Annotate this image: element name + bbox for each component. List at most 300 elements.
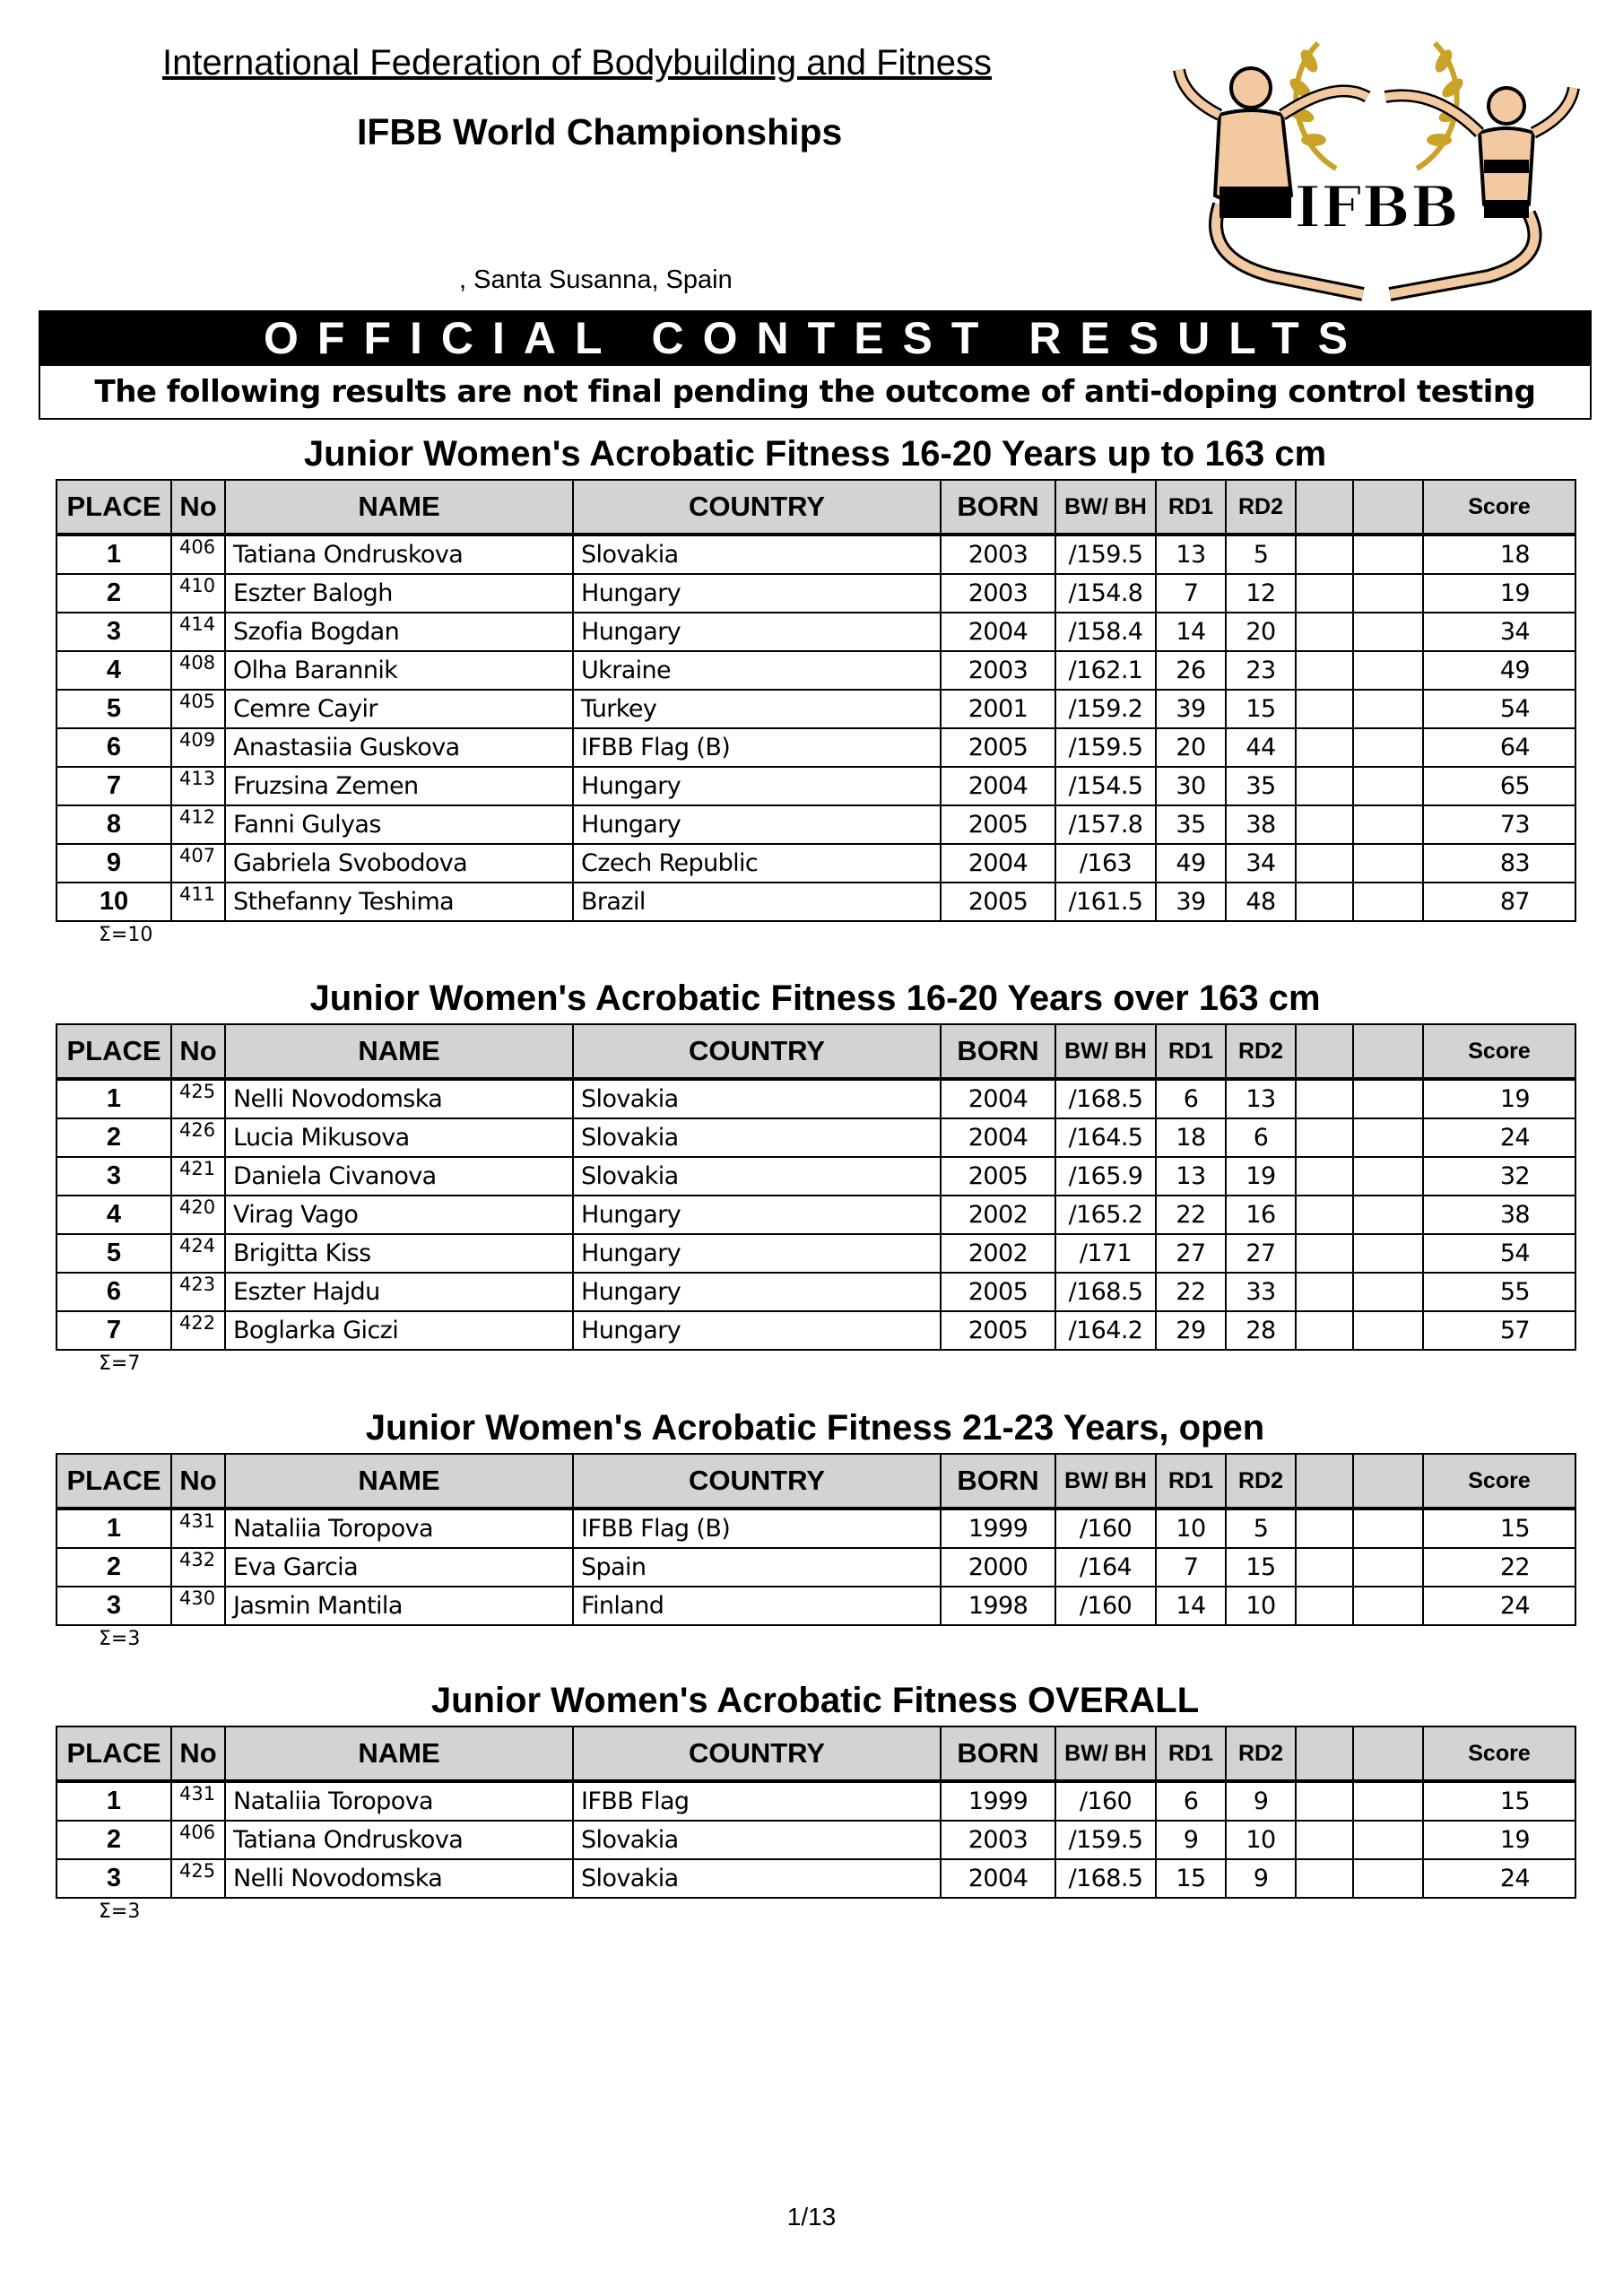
cell-empty xyxy=(1296,574,1353,613)
cell-empty xyxy=(1296,1273,1353,1311)
cell-no: 430 xyxy=(171,1587,225,1625)
page-number: 1/13 xyxy=(786,2203,837,2231)
cell-place: 1 xyxy=(56,535,171,574)
cell-place: 4 xyxy=(56,651,171,690)
cell-born: 2005 xyxy=(941,728,1055,767)
cell-place: 7 xyxy=(56,1311,171,1350)
cell-name: Nelli Novodomska xyxy=(225,1859,573,1898)
cell-rd2: 27 xyxy=(1226,1234,1296,1273)
cell-no: 411 xyxy=(171,883,225,921)
column-header: BORN xyxy=(941,480,1055,535)
entry-count: Σ=3 xyxy=(99,1628,141,1650)
column-header: RD2 xyxy=(1226,1454,1296,1509)
table-row xyxy=(56,1196,1575,1234)
cell-name: Tatiana Ondruskova xyxy=(225,1821,573,1859)
cell-rd1: 7 xyxy=(1156,574,1226,613)
cell-no: 406 xyxy=(171,1821,225,1859)
cell-name: Eszter Balogh xyxy=(225,574,573,613)
cell-score: 18 xyxy=(1423,535,1575,574)
cell-score: 22 xyxy=(1423,1548,1575,1587)
cell-born: 2005 xyxy=(941,1273,1055,1311)
table-row xyxy=(56,1781,1575,1821)
column-header: PLACE xyxy=(56,480,171,535)
cell-rd2: 9 xyxy=(1226,1859,1296,1898)
results-table xyxy=(56,1453,1576,1626)
cell-born: 1998 xyxy=(941,1587,1055,1625)
cell-empty xyxy=(1296,613,1353,651)
cell-no: 425 xyxy=(171,1859,225,1898)
cell-name: Nataliia Toropova xyxy=(225,1781,573,1821)
cell-born: 2004 xyxy=(941,844,1055,883)
column-header: COUNTRY xyxy=(573,1726,941,1781)
cell-place: 2 xyxy=(56,1118,171,1157)
column-header: COUNTRY xyxy=(573,1454,941,1509)
cell-name: Eva Garcia xyxy=(225,1548,573,1587)
cell-empty xyxy=(1353,1157,1423,1196)
cell-country: Brazil xyxy=(573,883,941,921)
results-table xyxy=(56,1023,1576,1351)
results-section xyxy=(56,1675,1575,1926)
cell-country: Ukraine xyxy=(573,651,941,690)
column-header: NAME xyxy=(225,1454,573,1509)
cell-place: 7 xyxy=(56,767,171,805)
table-row xyxy=(56,690,1575,728)
cell-empty xyxy=(1353,1118,1423,1157)
cell-empty xyxy=(1353,535,1423,574)
category-title: Junior Women's Acrobatic Fitness 21-23 Years, open xyxy=(365,1408,1265,1448)
cell-bw: /164.2 xyxy=(1055,1311,1156,1350)
cell-bw: /154.5 xyxy=(1055,767,1156,805)
cell-rd2: 38 xyxy=(1226,805,1296,844)
cell-empty xyxy=(1296,1821,1353,1859)
cell-rd2: 44 xyxy=(1226,728,1296,767)
column-header: No xyxy=(171,480,225,535)
table-row xyxy=(56,767,1575,805)
column-header: Score xyxy=(1423,1726,1575,1781)
cell-place: 3 xyxy=(56,613,171,651)
column-header: No xyxy=(171,1024,225,1079)
column-header: RD2 xyxy=(1226,1024,1296,1079)
cell-name: Eszter Hajdu xyxy=(225,1273,573,1311)
cell-country: Slovakia xyxy=(573,1859,941,1898)
cell-empty xyxy=(1353,1587,1423,1625)
cell-country: IFBB Flag (B) xyxy=(573,1509,941,1548)
cell-no: 414 xyxy=(171,613,225,651)
cell-place: 2 xyxy=(56,1548,171,1587)
cell-empty xyxy=(1296,1509,1353,1548)
cell-rd2: 35 xyxy=(1226,767,1296,805)
cell-name: Gabriela Svobodova xyxy=(225,844,573,883)
cell-empty xyxy=(1296,651,1353,690)
cell-rd1: 29 xyxy=(1156,1311,1226,1350)
results-table xyxy=(56,479,1576,922)
logo-text: IFBB xyxy=(1294,174,1459,241)
cell-score: 73 xyxy=(1423,805,1575,844)
results-section xyxy=(56,429,1575,949)
cell-born: 2003 xyxy=(941,535,1055,574)
cell-country: Spain xyxy=(573,1548,941,1587)
cell-empty xyxy=(1353,767,1423,805)
cell-no: 408 xyxy=(171,651,225,690)
cell-bw: /168.5 xyxy=(1055,1273,1156,1311)
column-header xyxy=(1353,1454,1423,1509)
table-header-row xyxy=(56,1726,1575,1781)
cell-country: Hungary xyxy=(573,1273,941,1311)
entry-count: Σ=3 xyxy=(99,1900,141,1923)
cell-bw: /163 xyxy=(1055,844,1156,883)
cell-bw: /164 xyxy=(1055,1548,1156,1587)
cell-rd2: 16 xyxy=(1226,1196,1296,1234)
category-title: Junior Women's Acrobatic Fitness 16-20 Years up to 163 cm xyxy=(303,434,1327,474)
cell-empty xyxy=(1353,1234,1423,1273)
cell-born: 2002 xyxy=(941,1234,1055,1273)
table-row xyxy=(56,1821,1575,1859)
cell-empty xyxy=(1353,1311,1423,1350)
entry-count: Σ=7 xyxy=(99,1352,141,1375)
cell-rd2: 20 xyxy=(1226,613,1296,651)
cell-born: 2003 xyxy=(941,651,1055,690)
cell-score: 19 xyxy=(1423,574,1575,613)
cell-score: 24 xyxy=(1423,1587,1575,1625)
cell-rd1: 10 xyxy=(1156,1509,1226,1548)
cell-no: 410 xyxy=(171,574,225,613)
cell-empty xyxy=(1353,690,1423,728)
cell-bw: /165.9 xyxy=(1055,1157,1156,1196)
cell-empty xyxy=(1353,844,1423,883)
cell-country: Hungary xyxy=(573,805,941,844)
cell-empty xyxy=(1296,767,1353,805)
cell-score: 34 xyxy=(1423,613,1575,651)
cell-place: 1 xyxy=(56,1781,171,1821)
cell-rd1: 27 xyxy=(1156,1234,1226,1273)
table-row xyxy=(56,613,1575,651)
cell-empty xyxy=(1353,728,1423,767)
cell-no: 424 xyxy=(171,1234,225,1273)
cell-country: Hungary xyxy=(573,613,941,651)
cell-place: 4 xyxy=(56,1196,171,1234)
cell-place: 2 xyxy=(56,1821,171,1859)
cell-score: 54 xyxy=(1423,690,1575,728)
cell-rd2: 5 xyxy=(1226,535,1296,574)
table-row xyxy=(56,651,1575,690)
cell-rd2: 19 xyxy=(1226,1157,1296,1196)
cell-rd1: 30 xyxy=(1156,767,1226,805)
cell-score: 57 xyxy=(1423,1311,1575,1350)
cell-no: 431 xyxy=(171,1781,225,1821)
cell-name: Boglarka Giczi xyxy=(225,1311,573,1350)
cell-name: Lucia Mikusova xyxy=(225,1118,573,1157)
cell-rd1: 35 xyxy=(1156,805,1226,844)
cell-rd1: 14 xyxy=(1156,613,1226,651)
table-row xyxy=(56,1548,1575,1587)
cell-rd1: 6 xyxy=(1156,1079,1226,1118)
column-header: PLACE xyxy=(56,1726,171,1781)
cell-name: Tatiana Ondruskova xyxy=(225,535,573,574)
cell-name: Anastasiia Guskova xyxy=(225,728,573,767)
cell-name: Virag Vago xyxy=(225,1196,573,1234)
cell-name: Szofia Bogdan xyxy=(225,613,573,651)
cell-no: 432 xyxy=(171,1548,225,1587)
cell-bw: /162.1 xyxy=(1055,651,1156,690)
table-row xyxy=(56,883,1575,921)
cell-name: Daniela Civanova xyxy=(225,1157,573,1196)
cell-born: 2005 xyxy=(941,883,1055,921)
cell-place: 5 xyxy=(56,1234,171,1273)
column-header: RD1 xyxy=(1156,480,1226,535)
cell-score: 15 xyxy=(1423,1509,1575,1548)
cell-empty xyxy=(1353,1781,1423,1821)
cell-rd1: 18 xyxy=(1156,1118,1226,1157)
event-location: , Santa Susanna, Spain xyxy=(459,265,733,294)
table-row xyxy=(56,1273,1575,1311)
cell-score: 65 xyxy=(1423,767,1575,805)
cell-place: 1 xyxy=(56,1079,171,1118)
cell-bw: /158.4 xyxy=(1055,613,1156,651)
cell-rd2: 10 xyxy=(1226,1821,1296,1859)
cell-no: 425 xyxy=(171,1079,225,1118)
cell-rd1: 6 xyxy=(1156,1781,1226,1821)
cell-no: 426 xyxy=(171,1118,225,1157)
cell-rd1: 39 xyxy=(1156,883,1226,921)
table-row xyxy=(56,1859,1575,1898)
cell-no: 412 xyxy=(171,805,225,844)
column-header: RD2 xyxy=(1226,480,1296,535)
cell-rd1: 14 xyxy=(1156,1587,1226,1625)
cell-born: 1999 xyxy=(941,1781,1055,1821)
official-results-banner: OFFICIAL CONTEST RESULTS xyxy=(39,310,1592,366)
cell-place: 5 xyxy=(56,690,171,728)
column-header: BW/ BH xyxy=(1055,1726,1156,1781)
entry-count: Σ=10 xyxy=(99,924,153,946)
cell-empty xyxy=(1353,1548,1423,1587)
column-header: PLACE xyxy=(56,1454,171,1509)
cell-born: 2000 xyxy=(941,1548,1055,1587)
cell-born: 1999 xyxy=(941,1509,1055,1548)
cell-bw: /157.8 xyxy=(1055,805,1156,844)
cell-empty xyxy=(1353,1079,1423,1118)
cell-born: 2004 xyxy=(941,613,1055,651)
category-title: Junior Women's Acrobatic Fitness OVERALL xyxy=(430,1681,1200,1720)
column-header: NAME xyxy=(225,1726,573,1781)
column-header: RD2 xyxy=(1226,1726,1296,1781)
column-header: BORN xyxy=(941,1726,1055,1781)
table-row xyxy=(56,1118,1575,1157)
table-row xyxy=(56,535,1575,574)
column-header: BW/ BH xyxy=(1055,480,1156,535)
cell-country: Slovakia xyxy=(573,1118,941,1157)
column-header xyxy=(1353,1024,1423,1079)
cell-name: Cemre Cayir xyxy=(225,690,573,728)
cell-no: 406 xyxy=(171,535,225,574)
cell-name: Brigitta Kiss xyxy=(225,1234,573,1273)
cell-country: Slovakia xyxy=(573,535,941,574)
cell-born: 2004 xyxy=(941,767,1055,805)
cell-place: 3 xyxy=(56,1859,171,1898)
cell-empty xyxy=(1353,574,1423,613)
cell-place: 1 xyxy=(56,1509,171,1548)
cell-name: Jasmin Mantila xyxy=(225,1587,573,1625)
column-header: RD1 xyxy=(1156,1024,1226,1079)
cell-bw: /161.5 xyxy=(1055,883,1156,921)
cell-score: 19 xyxy=(1423,1079,1575,1118)
cell-rd2: 15 xyxy=(1226,690,1296,728)
cell-rd1: 20 xyxy=(1156,728,1226,767)
cell-empty xyxy=(1353,805,1423,844)
table-row xyxy=(56,1234,1575,1273)
cell-bw: /168.5 xyxy=(1055,1859,1156,1898)
column-header xyxy=(1353,1726,1423,1781)
cell-place: 8 xyxy=(56,805,171,844)
cell-bw: /164.5 xyxy=(1055,1118,1156,1157)
table-row xyxy=(56,1079,1575,1118)
cell-bw: /168.5 xyxy=(1055,1079,1156,1118)
table-row xyxy=(56,728,1575,767)
cell-bw: /160 xyxy=(1055,1781,1156,1821)
table-row xyxy=(56,1509,1575,1548)
results-section xyxy=(56,1403,1575,1653)
cell-rd2: 23 xyxy=(1226,651,1296,690)
cell-rd1: 22 xyxy=(1156,1196,1226,1234)
cell-rd1: 9 xyxy=(1156,1821,1226,1859)
cell-empty xyxy=(1296,1157,1353,1196)
cell-empty xyxy=(1296,1859,1353,1898)
cell-born: 2004 xyxy=(941,1859,1055,1898)
cell-empty xyxy=(1296,1781,1353,1821)
cell-name: Sthefanny Teshima xyxy=(225,883,573,921)
cell-name: Olha Barannik xyxy=(225,651,573,690)
cell-no: 422 xyxy=(171,1311,225,1350)
cell-country: Turkey xyxy=(573,690,941,728)
cell-empty xyxy=(1296,844,1353,883)
cell-score: 24 xyxy=(1423,1118,1575,1157)
cell-score: 49 xyxy=(1423,651,1575,690)
cell-empty xyxy=(1296,1587,1353,1625)
cell-rd2: 48 xyxy=(1226,883,1296,921)
cell-empty xyxy=(1296,1196,1353,1234)
cell-name: Fanni Gulyas xyxy=(225,805,573,844)
cell-born: 2004 xyxy=(941,1118,1055,1157)
cell-no: 407 xyxy=(171,844,225,883)
column-header: RD1 xyxy=(1156,1726,1226,1781)
cell-no: 405 xyxy=(171,690,225,728)
column-header: No xyxy=(171,1454,225,1509)
cell-score: 19 xyxy=(1423,1821,1575,1859)
cell-empty xyxy=(1353,613,1423,651)
cell-country: Finland xyxy=(573,1587,941,1625)
cell-country: Hungary xyxy=(573,1311,941,1350)
championship-title: IFBB World Championships xyxy=(357,111,843,152)
column-header: Score xyxy=(1423,480,1575,535)
table-row xyxy=(56,844,1575,883)
cell-rd2: 12 xyxy=(1226,574,1296,613)
column-header xyxy=(1296,480,1353,535)
table-header-row xyxy=(56,480,1575,535)
column-header: No xyxy=(171,1726,225,1781)
cell-score: 87 xyxy=(1423,883,1575,921)
cell-born: 2002 xyxy=(941,1196,1055,1234)
cell-score: 55 xyxy=(1423,1273,1575,1311)
table-row xyxy=(56,1311,1575,1350)
cell-born: 2005 xyxy=(941,805,1055,844)
column-header: COUNTRY xyxy=(573,480,941,535)
cell-no: 420 xyxy=(171,1196,225,1234)
column-header xyxy=(1296,1454,1353,1509)
cell-empty xyxy=(1353,1859,1423,1898)
results-table xyxy=(56,1726,1576,1899)
category-title: Junior Women's Acrobatic Fitness 16-20 Years over 163 cm xyxy=(309,978,1321,1018)
cell-name: Nelli Novodomska xyxy=(225,1079,573,1118)
cell-score: 32 xyxy=(1423,1157,1575,1196)
cell-rd1: 13 xyxy=(1156,535,1226,574)
cell-empty xyxy=(1353,883,1423,921)
cell-place: 10 xyxy=(56,883,171,921)
cell-rd1: 7 xyxy=(1156,1548,1226,1587)
cell-empty xyxy=(1296,1548,1353,1587)
cell-country: IFBB Flag (B) xyxy=(573,728,941,767)
cell-score: 24 xyxy=(1423,1859,1575,1898)
column-header: BORN xyxy=(941,1024,1055,1079)
cell-rd1: 13 xyxy=(1156,1157,1226,1196)
ifbb-logo xyxy=(1166,25,1587,312)
cell-born: 2003 xyxy=(941,574,1055,613)
cell-place: 6 xyxy=(56,728,171,767)
cell-country: Slovakia xyxy=(573,1821,941,1859)
cell-place: 6 xyxy=(56,1273,171,1311)
cell-empty xyxy=(1353,1509,1423,1548)
cell-born: 2001 xyxy=(941,690,1055,728)
cell-bw: /159.2 xyxy=(1055,690,1156,728)
cell-bw: /171 xyxy=(1055,1234,1156,1273)
cell-empty xyxy=(1296,690,1353,728)
table-row xyxy=(56,1587,1575,1625)
cell-bw: /159.5 xyxy=(1055,535,1156,574)
cell-empty xyxy=(1296,728,1353,767)
cell-rd2: 10 xyxy=(1226,1587,1296,1625)
cell-empty xyxy=(1296,883,1353,921)
column-header: NAME xyxy=(225,1024,573,1079)
table-row xyxy=(56,1157,1575,1196)
cell-name: Nataliia Toropova xyxy=(225,1509,573,1548)
cell-rd1: 26 xyxy=(1156,651,1226,690)
cell-empty xyxy=(1296,535,1353,574)
cell-empty xyxy=(1296,1311,1353,1350)
cell-bw: /160 xyxy=(1055,1587,1156,1625)
column-header: NAME xyxy=(225,480,573,535)
column-header xyxy=(1296,1024,1353,1079)
anti-doping-notice: The following results are not final pending the outcome of anti-doping control testing xyxy=(39,366,1592,420)
cell-place: 3 xyxy=(56,1157,171,1196)
cell-country: Hungary xyxy=(573,767,941,805)
cell-bw: /159.5 xyxy=(1055,1821,1156,1859)
cell-bw: /165.2 xyxy=(1055,1196,1156,1234)
cell-no: 421 xyxy=(171,1157,225,1196)
cell-score: 15 xyxy=(1423,1781,1575,1821)
cell-bw: /159.5 xyxy=(1055,728,1156,767)
cell-rd1: 22 xyxy=(1156,1273,1226,1311)
cell-country: Czech Republic xyxy=(573,844,941,883)
cell-rd2: 9 xyxy=(1226,1781,1296,1821)
cell-bw: /154.8 xyxy=(1055,574,1156,613)
column-header: Score xyxy=(1423,1454,1575,1509)
cell-score: 54 xyxy=(1423,1234,1575,1273)
cell-country: IFBB Flag xyxy=(573,1781,941,1821)
cell-no: 413 xyxy=(171,767,225,805)
column-header: BW/ BH xyxy=(1055,1454,1156,1509)
cell-empty xyxy=(1296,1118,1353,1157)
cell-country: Hungary xyxy=(573,1196,941,1234)
cell-empty xyxy=(1353,1196,1423,1234)
column-header: RD1 xyxy=(1156,1454,1226,1509)
